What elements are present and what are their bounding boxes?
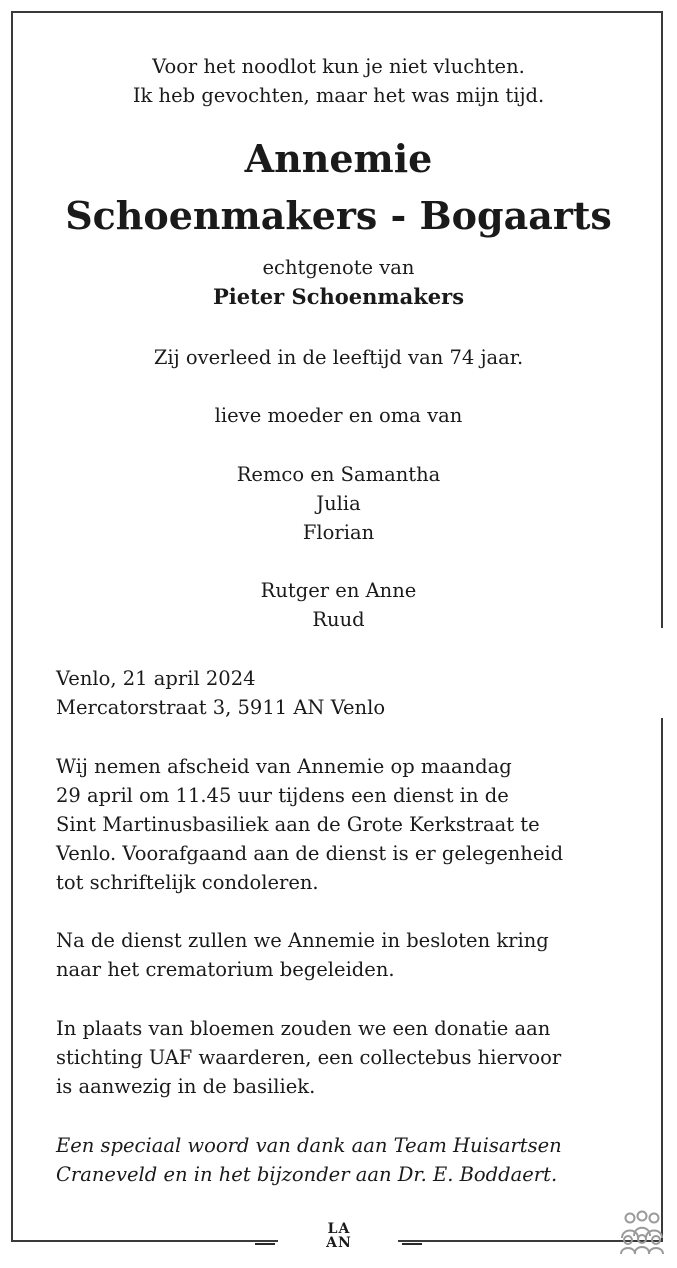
- paragraph-line: stichting UAF waarderen, een collectebus hiervoor: [56, 1046, 562, 1069]
- paragraph-line: In plaats van bloemen zouden we een donatie aan: [56, 1017, 551, 1040]
- logo-dash-left: [255, 1243, 275, 1245]
- family-intro: lieve moeder en oma van: [214, 404, 463, 427]
- logo-text-bottom: AN: [326, 1235, 352, 1251]
- paragraph-line: Wij nemen afscheid van Annemie op maandag: [56, 755, 512, 778]
- service-paragraph: [56, 752, 616, 897]
- family-member: Florian: [302, 521, 375, 544]
- thanks-paragraph: [56, 1131, 616, 1189]
- family-member: Ruud: [312, 608, 365, 631]
- laan-logo: [313, 1222, 365, 1250]
- family-member: Remco en Samantha: [236, 463, 441, 486]
- place-date: Venlo, 21 april 2024: [56, 667, 256, 690]
- paragraph-line: Na de dienst zullen we Annemie in besloten kring: [56, 929, 549, 952]
- paragraph-line: naar het crematorium begeleiden.: [56, 958, 395, 981]
- people-group-icon: [618, 1210, 666, 1254]
- logo-dash-right: [402, 1243, 422, 1245]
- paragraph-line: Craneveld en in het bijzonder aan Dr. E. Boddaert.: [56, 1163, 558, 1186]
- address: Mercatorstraat 3, 5911 AN Venlo: [56, 696, 386, 719]
- donation-paragraph: [56, 1014, 616, 1101]
- paragraph-line: Venlo. Voorafgaand aan de dienst is er gelegenheid: [56, 842, 564, 865]
- age-text: Zij overleed in de leeftijd van 74 jaar.: [153, 346, 524, 369]
- deceased-first-name: Annemie: [244, 136, 433, 181]
- spouse-relation: echtgenote van: [262, 256, 415, 279]
- paragraph-line: is aanwezig in de basiliek.: [56, 1075, 316, 1098]
- logo-text-top: LA: [327, 1221, 351, 1237]
- border-gap-right: [658, 628, 668, 718]
- paragraph-line: tot schriftelijk condoleren.: [56, 871, 319, 894]
- family-member: Rutger en Anne: [260, 579, 417, 602]
- cremation-paragraph: [56, 926, 616, 984]
- paragraph-line: 29 april om 11.45 uur tijdens een dienst in de: [56, 784, 509, 807]
- paragraph-line: Een speciaal woord van dank aan Team Huisartsen: [56, 1134, 562, 1157]
- family-member: Julia: [316, 492, 361, 515]
- poem-line-1: Voor het noodlot kun je niet vluchten.: [152, 55, 525, 78]
- address-block: [56, 664, 616, 722]
- deceased-surname: Schoenmakers - Bogaarts: [65, 193, 612, 238]
- paragraph-line: Sint Martinusbasiliek aan de Grote Kerkstraat te: [56, 813, 540, 836]
- spouse-name: Pieter Schoenmakers: [212, 284, 465, 309]
- poem-line-2: Ik heb gevochten, maar het was mijn tijd.: [132, 84, 545, 107]
